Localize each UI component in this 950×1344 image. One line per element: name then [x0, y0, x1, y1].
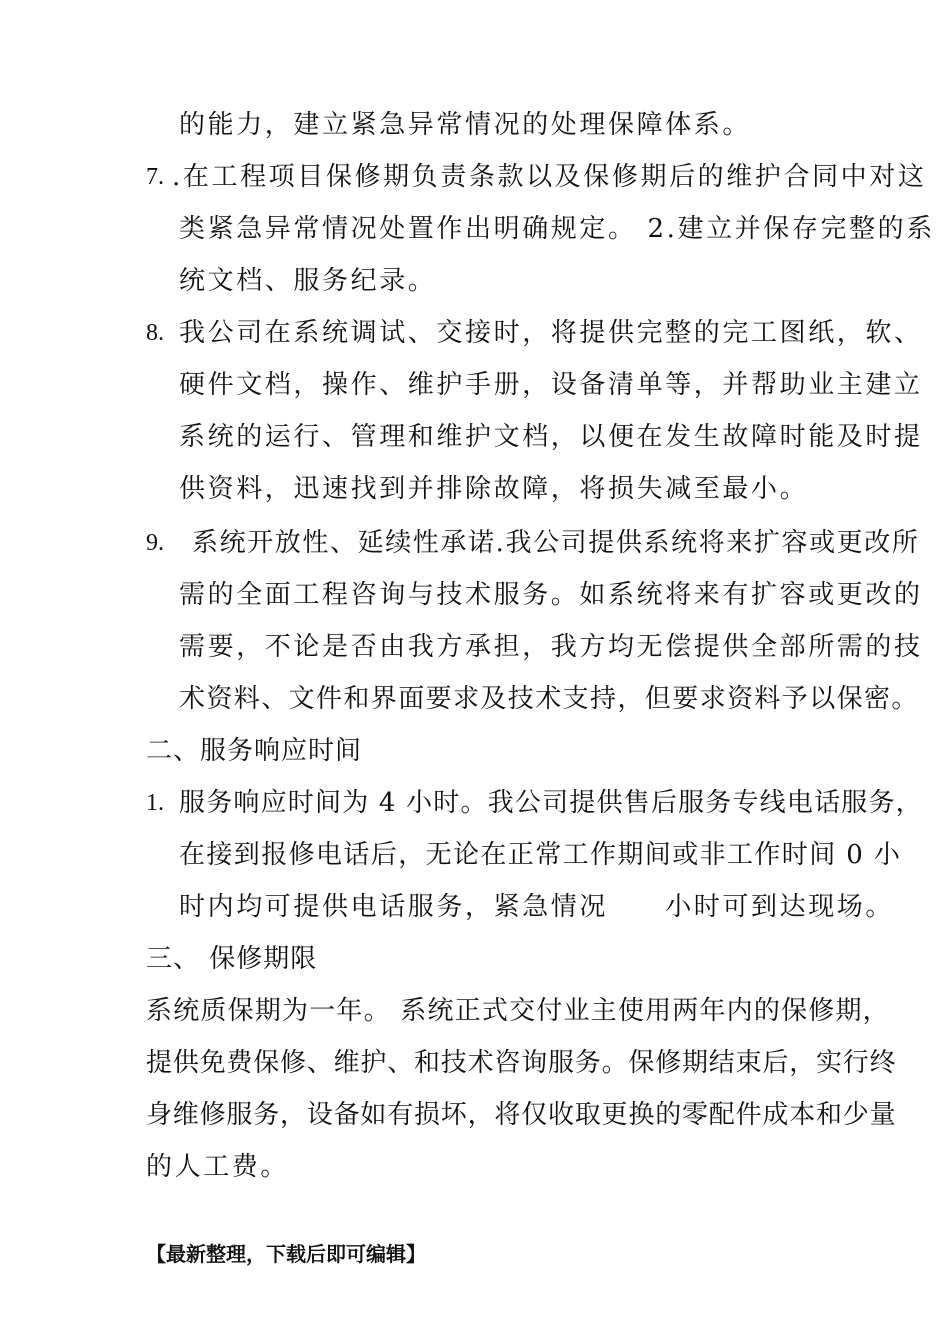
- paragraph-line: 系统质保期为一年。 系统正式交付业主使用两年内的保修期，: [146, 996, 890, 1026]
- list-item-line: 时内均可提供电话服务，紧急情况 小时可到达现场。: [179, 892, 895, 922]
- list-item-line: 需的全面工程咨询与技术服务。如系统将来有扩容或更改的: [179, 580, 923, 610]
- list-number: 7.: [146, 164, 164, 190]
- list-item-line: 供资料，迅速找到并排除故障，将损失减至最小。: [179, 474, 809, 504]
- paragraph-line: 提供免费保修、维护、和技术咨询服务。保修期结束后，实行终: [146, 1048, 897, 1078]
- section-heading: 二、服务响应时间: [146, 736, 363, 766]
- list-item-line: 在接到报修电话后，无论在正常工作期间或非工作时间 0 小: [179, 840, 902, 870]
- list-item-line: 需要，不论是否由我方承担，我方均无偿提供全部所需的技: [179, 632, 923, 662]
- list-item-line: 服务响应时间为 4 小时。我公司提供售后服务专线电话服务，: [179, 788, 923, 818]
- list-item-line: 类紧急异常情况处置作出明确规定。 2.建立并保存完整的系: [179, 214, 935, 244]
- paragraph-line: 的人工费。: [146, 1152, 290, 1182]
- list-item-line: .在工程项目保修期负责条款以及保修期后的维护合同中对这: [172, 162, 927, 192]
- section-heading: 三、 保修期限: [146, 944, 318, 974]
- list-item-line: 统文档、服务纪录。: [179, 266, 437, 296]
- paragraph-line: 的能力，建立紧急异常情况的处理保障体系。: [179, 110, 752, 140]
- list-item-line: 硬件文档，操作、维护手册，设备清单等，并帮助业主建立: [179, 370, 923, 400]
- footer-note: 【最新整理，下载后即可编辑】: [146, 1242, 426, 1266]
- list-number: 1.: [146, 790, 164, 816]
- list-item-line: 我公司在系统调试、交接时，将提供完整的完工图纸，软、: [179, 318, 923, 348]
- list-item-line: 系统开放性、延续性承诺.我公司提供系统将来扩容或更改所: [192, 528, 920, 558]
- paragraph-line: 身维修服务，设备如有损坏，将仅收取更换的零配件成本和少量: [146, 1100, 897, 1130]
- list-number: 8.: [146, 320, 164, 346]
- list-item-line: 系统的运行、管理和维护文档，以便在发生故障时能及时提: [179, 422, 923, 452]
- list-item-line: 术资料、文件和界面要求及技术支持，但要求资料予以保密。: [179, 684, 919, 714]
- list-number: 9.: [146, 530, 164, 556]
